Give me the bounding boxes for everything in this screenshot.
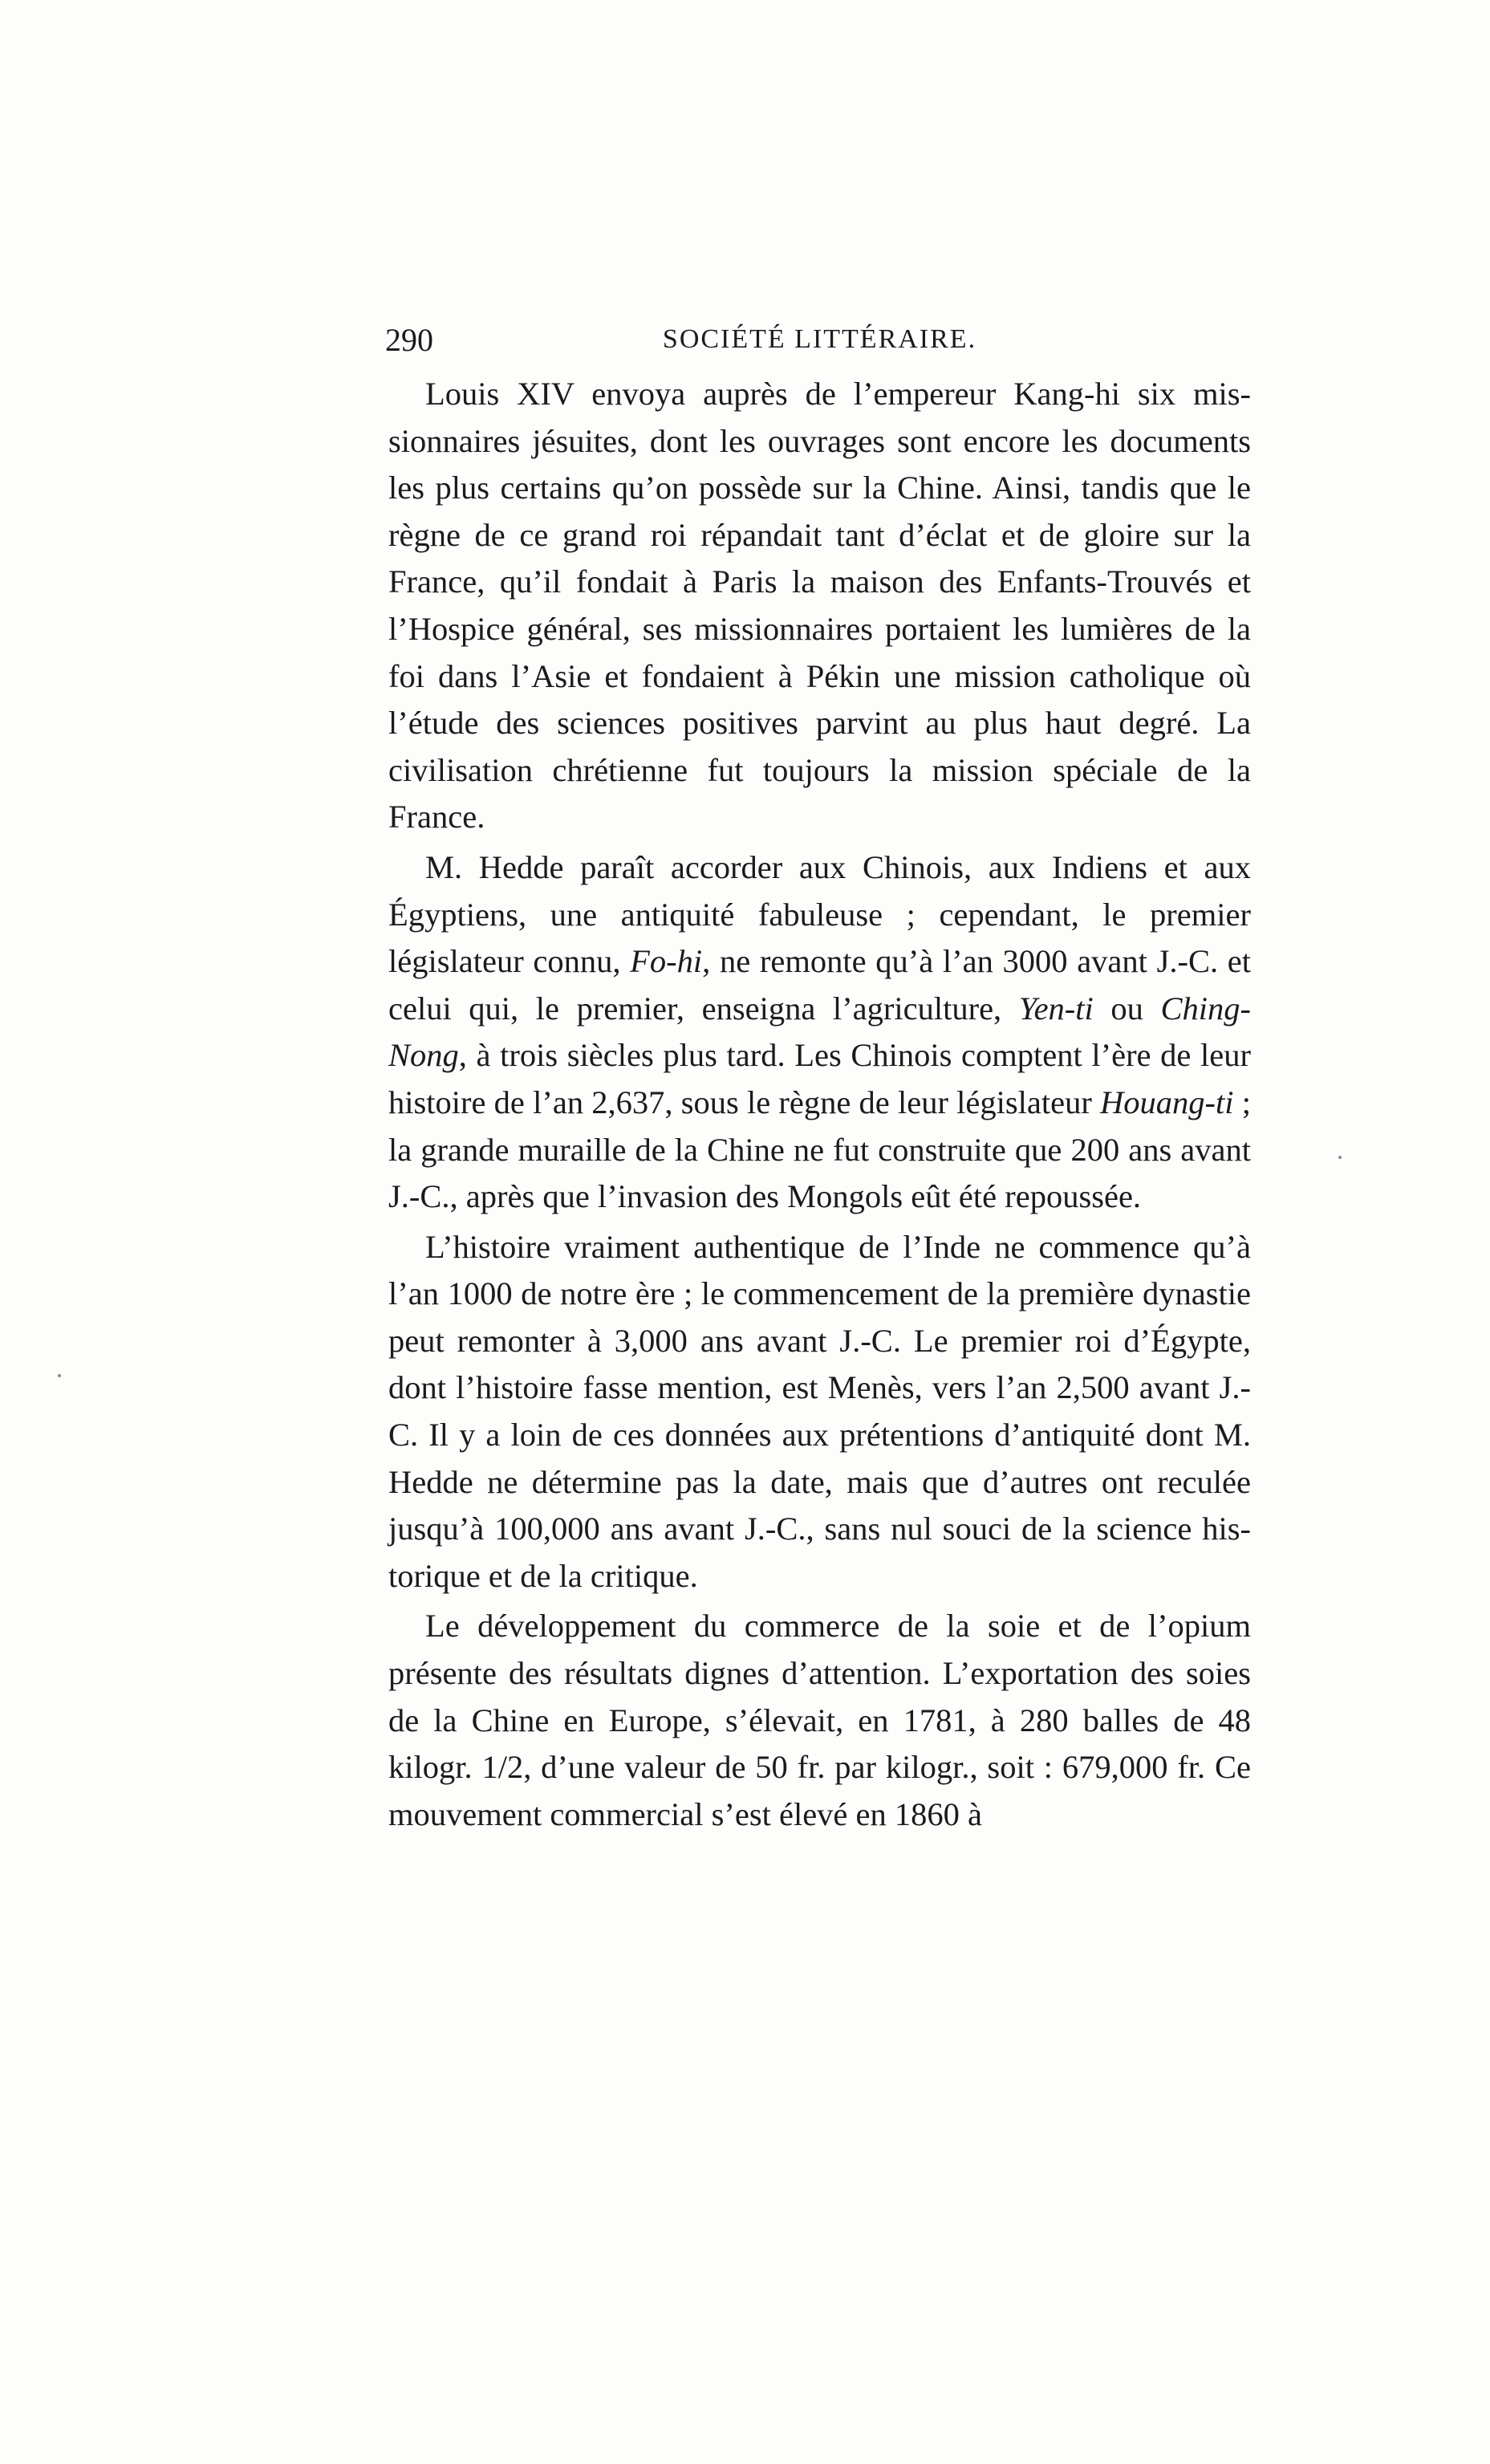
paragraph <box>388 1224 1251 1600</box>
scan-speck <box>58 1374 61 1377</box>
paragraph <box>388 1603 1251 1838</box>
italic-term: Houang-ti <box>1100 1084 1234 1120</box>
text-run: , ne remonte qu’à l’an 3000 avant J.-C. et celui qui, le premier, enseigna l’agriculture, <box>388 943 1251 1027</box>
italic-term: Fo-hi <box>630 943 703 980</box>
text-run: Le développement du commerce de la soie et de l’opium présente des résultats dignes d’attention. L’exportation des soies de la Chine en Europe, s’élevait, en 1781, à 280 balles de 48 kilogr. 1/2, d’une valeur de 50 fr. par kilogr., soit : 679,000 fr. Ce mouvement commercial s’est élevé en 1860 à <box>388 1608 1251 1832</box>
text-run: L’histoire vraiment authentique de l’Inde ne commence qu’à l’an 1000 de notre ère ; le commencement de la première dynastie peut remonter à 3,000 ans avant J.-C. Le premier roi d’Égypte, dont l’histoire fasse mention, est Menès, vers l’an 2,500 avant J.-C. Il y a loin de ces données aux prétentions d’antiquité dont M. Hedde ne détermine pas la date, mais que d’autres ont reculée jusqu’à 100,000 ans avant J.-C., sans nul souci de la science historique et de la critique. <box>388 1228 1251 1594</box>
scan-speck <box>1338 1156 1342 1159</box>
text-run: ou <box>1093 990 1161 1027</box>
paragraph <box>388 371 1251 841</box>
page-number: 290 <box>385 322 433 358</box>
book-page <box>385 321 1251 1841</box>
text-run: Louis XIV envoya auprès de l’empereur Kang-hi six missionnaires jésuites, dont les ouvrages sont encore les documents les plus certains qu’on possède sur la Chine. Ainsi, tandis que le règne de ce grand roi répandait tant d’éclat et de gloire sur la France, qu’il fondait à Paris la maison des Enfants-Trouvés et l’Hospice général, ses missionnaires portaient les lumières de la foi dans l’Asie et fondaient à Pékin une mission catholique où l’étude des sciences positives parvint au plus haut degré. La civilisation chrétienne fut toujours la mission spéciale de la France. <box>388 376 1251 836</box>
text-run: M. Hedde paraît accorder aux Chinois, aux Indiens et aux Égyptiens, une antiquité fabuleuse ; cependant, le premier législateur connu, <box>388 848 1251 980</box>
page-header <box>385 321 1251 369</box>
running-head: SOCIÉTÉ LITTÉRAIRE. <box>662 324 977 354</box>
body-text <box>388 371 1251 1838</box>
italic-term: Yen-ti <box>1018 990 1094 1027</box>
italic-term: Ching-Nong <box>388 990 1251 1074</box>
paragraph <box>388 844 1251 1221</box>
text-run: ; la grande muraille de la Chine ne fut construite que 200 ans avant J.-C., après que l’invasion des Mongols eût été repoussée. <box>388 1084 1251 1215</box>
text-run: , à trois siècles plus tard. Les Chinois comptent l’ère de leur histoire de l’an 2,637, sous le règne de leur législateur <box>388 1037 1251 1120</box>
